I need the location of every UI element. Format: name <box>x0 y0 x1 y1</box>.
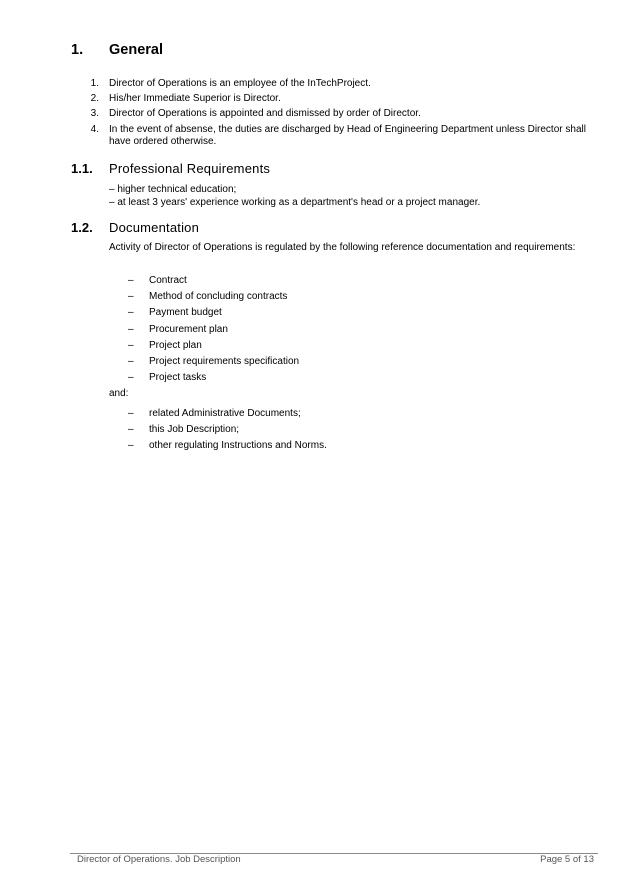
dash-marker: – <box>128 274 134 286</box>
dash-marker: – <box>128 372 134 384</box>
and-label: and: <box>109 388 129 399</box>
section-1-2-heading <box>71 220 199 235</box>
list-item-text: Project tasks <box>149 372 207 384</box>
list-item <box>71 93 591 106</box>
dash-marker: – <box>128 423 134 435</box>
dash-marker: – <box>128 323 134 335</box>
list-item <box>128 421 568 437</box>
list-item-text: Director of Operations is appointed and dismissed by order of Director. <box>109 108 421 120</box>
list-item-text: Payment budget <box>149 307 222 319</box>
list-item-text: other regulating Instructions and Norms. <box>149 440 327 452</box>
dash-marker: – <box>128 440 134 452</box>
list-item <box>128 321 568 337</box>
list-item <box>71 108 591 121</box>
documentation-intro: Activity of Director of Operations is regulated by the following reference documentation and requirements: <box>109 242 576 253</box>
dash-marker: – <box>128 307 134 319</box>
section-1-heading <box>71 42 163 58</box>
requirement-line: – higher technical education; <box>109 184 237 195</box>
list-item-number: 2. <box>90 93 99 105</box>
footer-page-number: Page 5 of 13 <box>540 854 594 865</box>
list-item <box>128 288 568 304</box>
dash-marker: – <box>128 339 134 351</box>
list-item-text: this Job Description; <box>149 423 240 435</box>
list-item-number: 3. <box>90 108 99 120</box>
list-item-text: Contract <box>149 274 187 286</box>
dash-marker: – <box>128 407 134 419</box>
list-item <box>128 305 568 321</box>
section-1-2-title: Documentation <box>109 220 200 235</box>
list-item <box>128 438 568 454</box>
list-item <box>128 370 568 386</box>
list-item <box>128 353 568 369</box>
list-item-text: Procurement plan <box>149 323 228 335</box>
list-item <box>71 78 591 91</box>
list-item-text: Method of concluding contracts <box>149 290 288 302</box>
additional-docs-list <box>128 405 568 454</box>
list-item <box>128 405 568 421</box>
section-1-number: 1. <box>71 42 84 58</box>
list-item-number: 4. <box>90 123 99 135</box>
section-1-1-heading <box>71 161 270 176</box>
dash-marker: – <box>128 290 134 302</box>
list-item <box>71 124 591 149</box>
section-1-1-title: Professional Requirements <box>109 161 271 176</box>
section-1-2-number: 1.2. <box>71 220 93 235</box>
list-item-text: Director of Operations is an employee of the InTechProject. <box>109 78 371 89</box>
general-numbered-list <box>71 78 591 151</box>
list-item-text: Project requirements specification <box>149 356 300 368</box>
reference-docs-list <box>128 272 568 386</box>
dash-marker: – <box>128 356 134 368</box>
list-item <box>128 337 568 353</box>
requirement-line: – at least 3 years' experience working as a department's head or a project manager. <box>109 197 481 208</box>
section-1-1-number: 1.1. <box>71 161 93 176</box>
list-item-text: His/her Immediate Superior is Director. <box>109 93 281 105</box>
list-item-text: related Administrative Documents; <box>149 407 301 419</box>
professional-requirements <box>109 183 589 209</box>
list-item-text: In the event of absense, the duties are discharged by Head of Engineering Department unless Director shall have ordered otherwise. <box>109 123 586 148</box>
footer-document-title: Director of Operations. Job Description <box>77 854 241 865</box>
section-1-title: General <box>109 42 163 58</box>
list-item <box>128 272 568 288</box>
list-item-number: 1. <box>90 78 99 89</box>
list-item-text: Project plan <box>149 339 202 351</box>
